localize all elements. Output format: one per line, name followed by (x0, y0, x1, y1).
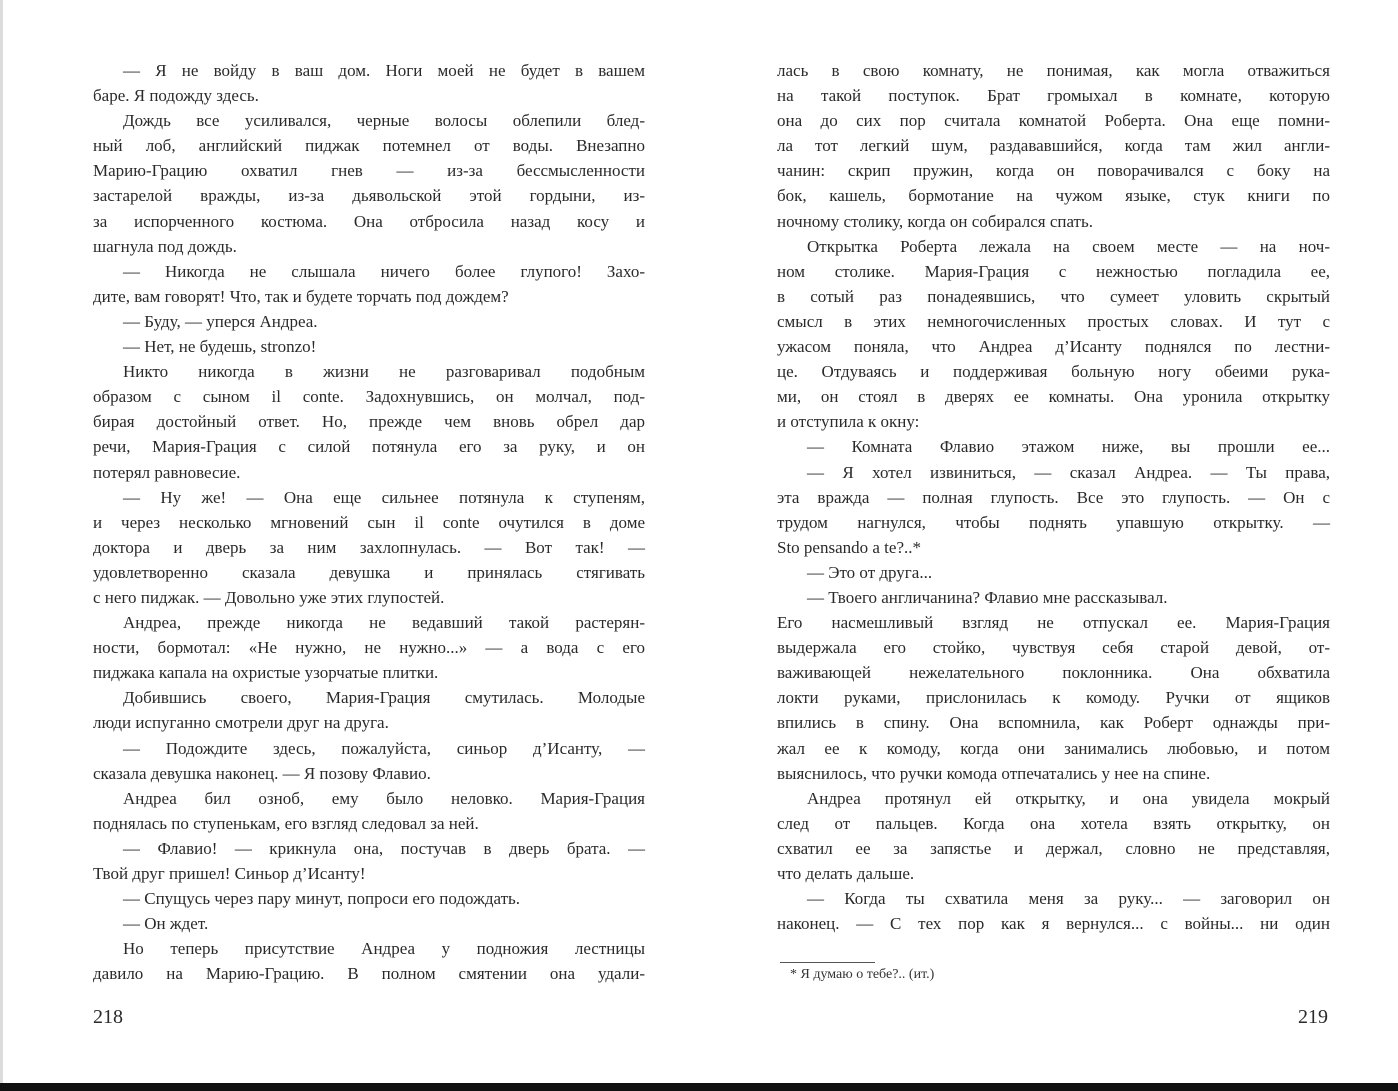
text-line: доктора и дверь за ним захлопнулась. — Вот так! — (93, 537, 645, 557)
text-line: с него пиджак. — Довольно уже этих глупостей. (93, 587, 445, 607)
text-line: — Твоего англичанина? Флавио мне рассказывал. (807, 587, 1168, 607)
page-edge-shadow (0, 0, 3, 1083)
left-page-number: 218 (93, 1006, 123, 1028)
text-line: и отступила к окну: (777, 412, 920, 432)
text-line: ночному столику, когда он собирался спать. (777, 211, 1093, 231)
text-line: потерял равновесие. (93, 462, 241, 482)
text-line: впились в спину. Она вспомнила, как Роберт однажды при- (777, 713, 1330, 733)
right-page-text (777, 58, 1330, 936)
text-line: — Я хотел извиниться, — сказал Андреа. — Ты права, (807, 462, 1330, 482)
text-line: давило на Марию-Грацию. В полном смятении она удали- (93, 964, 645, 984)
text-line: лась в свою комнату, не понимая, как могла отважиться (777, 61, 1330, 80)
text-line: Андреа протянул ей открытку, и она увидела мокрый (807, 788, 1330, 808)
text-line: — Я не войду в ваш дом. Ноги моей не будет в вашем (123, 61, 645, 80)
footnote-rule (780, 962, 875, 963)
text-line: след от пальцев. Когда она хотела взять открытку, он (777, 813, 1330, 833)
text-line: ном столике. Мария-Грация с нежностью погладила ее, (777, 261, 1330, 281)
text-line: схватил ее за запястье и держал, словно не представляя, (777, 838, 1330, 858)
text-line: бирая достойный ответ. Но, прежде чем вновь обрел дар (93, 412, 645, 432)
footnote: * Я думаю о тебе?.. (ит.) (790, 967, 935, 982)
text-line: ла тот легкий шум, раздававшийся, когда там жил англи- (777, 136, 1330, 156)
text-line: дите, вам говорят! Что, так и будете торчать под дождем? (93, 286, 509, 306)
text-line: — Он ждет. (123, 914, 209, 934)
text-line: что делать дальше. (777, 864, 915, 883)
text-line: поднялась по ступенькам, его взгляд следовал за ней. (93, 813, 479, 833)
text-line: локти руками, прислонилась к комоду. Ручки от ящиков (777, 688, 1330, 708)
text-line: Андреа, прежде никогда не ведавший такой растерян- (123, 613, 645, 633)
text-line: бок, кашель, бормотание на чужом языке, стук книги по (777, 186, 1330, 206)
text-line: в сотый раз понадеявшись, что сумеет уловить скрытый (777, 286, 1330, 306)
text-line: Андреа бил озноб, ему было неловко. Мария-Грация (123, 788, 645, 808)
left-page-text (93, 58, 645, 986)
text-line: наконец. — С тех пор как я вернулся... с войны... ни один (777, 914, 1330, 934)
text-line: жал ее к комоду, когда они занимались любовью, и потом (777, 738, 1330, 758)
text-line: Sto pensando a te?..* (777, 537, 921, 557)
text-line: Но теперь присутствие Андреа у подножия лестницы (123, 939, 645, 959)
text-line: чанин: скрип пружин, когда он поворачивался с боку на (777, 161, 1330, 181)
text-line: ный лоб, английский пиджак потемнел от воды. Внезапно (93, 136, 645, 156)
text-line: важивающей нежелательного поклонника. Она обхватила (777, 663, 1330, 683)
text-line: ужасом поняла, что Андреа д’Исанту поднялся по лестни- (777, 337, 1330, 357)
text-line: шагнула под дождь. (93, 236, 237, 256)
text-line: и через несколько мгновений сын il conte очутился в доме (93, 512, 645, 532)
text-line: — Спущусь через пару минут, попроси его подождать. (123, 889, 521, 909)
text-line: эта вражда — полная глупость. Все это глупость. — Он с (777, 487, 1330, 507)
text-line: — Комната Флавио этажом ниже, вы прошли ее... (807, 437, 1330, 457)
text-line: Никто никогда в жизни не разговаривал подобным (123, 362, 645, 382)
text-line: — Это от друга... (807, 562, 933, 582)
text-line: Его насмешливый взгляд не отпускал ее. Мария-Грация (777, 613, 1330, 633)
text-line: ми, он стоял в дверях ее комнаты. Она уронила открытку (777, 387, 1330, 407)
text-line: Твой друг пришел! Синьор д’Исанту! (93, 864, 366, 883)
text-line: за испорченного костюма. Она отбросила назад косу и (93, 211, 645, 231)
text-line: удовлетворенно сказала девушка и принялась стягивать (93, 562, 645, 582)
text-line: — Когда ты схватила меня за руку... — заговорил он (807, 889, 1330, 909)
text-line: — Подождите здесь, пожалуйста, синьор д’Исанту, — (123, 738, 645, 758)
text-line: выяснилось, что ручки комода отпечатались у нее на спине. (777, 763, 1211, 783)
text-line: пиджака капала на охристые узорчатые плитки. (93, 663, 439, 683)
text-line: речи, Мария-Грация с силой потянула его за руку, и он (93, 437, 645, 457)
text-line: — Флавио! — крикнула она, постучав в дверь брата. — (123, 838, 645, 858)
text-line: она до сих пор считала комнатой Роберта. Она еще помни- (777, 111, 1330, 131)
text-line: ности, бормотал: «Не нужно, не нужно...» — а вода с его (93, 638, 645, 658)
text-line: выдержала его стойко, чувствуя себя старой девой, от- (777, 638, 1330, 658)
bottom-border (0, 1083, 1398, 1091)
text-line: — Нет, не будешь, stronzo! (123, 337, 317, 357)
text-line: Открытка Роберта лежала на своем месте — на ноч- (807, 236, 1330, 256)
text-line: Добившись своего, Мария-Грация смутилась. Молодые (123, 688, 645, 708)
text-line: — Никогда не слышала ничего более глупого! Захо- (123, 261, 645, 281)
text-line: на такой поступок. Брат громыхал в комнате, которую (777, 86, 1330, 106)
text-line: застарелой вражды, из-за дьявольской этой гордыни, из- (93, 186, 645, 206)
text-line: — Ну же! — Она еще сильнее потянула к ступеням, (123, 487, 645, 507)
text-line: образом с сыном il conte. Задохнувшись, он молчал, под- (93, 387, 645, 407)
text-line: трудом нагнулся, чтобы поднять упавшую открытку. — (777, 512, 1330, 532)
text-line: баре. Я подожду здесь. (93, 86, 259, 106)
text-line: смысл в этих немногочисленных простых словах. И тут с (777, 311, 1330, 331)
text-line: це. Отдуваясь и поддерживая больную ногу обеими рука- (777, 362, 1330, 382)
text-line: Марию-Грацию охватил гнев — из-за бессмысленности (93, 161, 645, 181)
text-line: Дождь все усиливался, черные волосы облепили блед- (123, 111, 645, 131)
right-page-number: 219 (1298, 1006, 1328, 1028)
text-line: люди испуганно смотрели друг на друга. (93, 713, 389, 733)
text-line: — Буду, — уперся Андреа. (123, 311, 318, 331)
text-line: сказала девушка наконец. — Я позову Флавио. (93, 763, 431, 783)
